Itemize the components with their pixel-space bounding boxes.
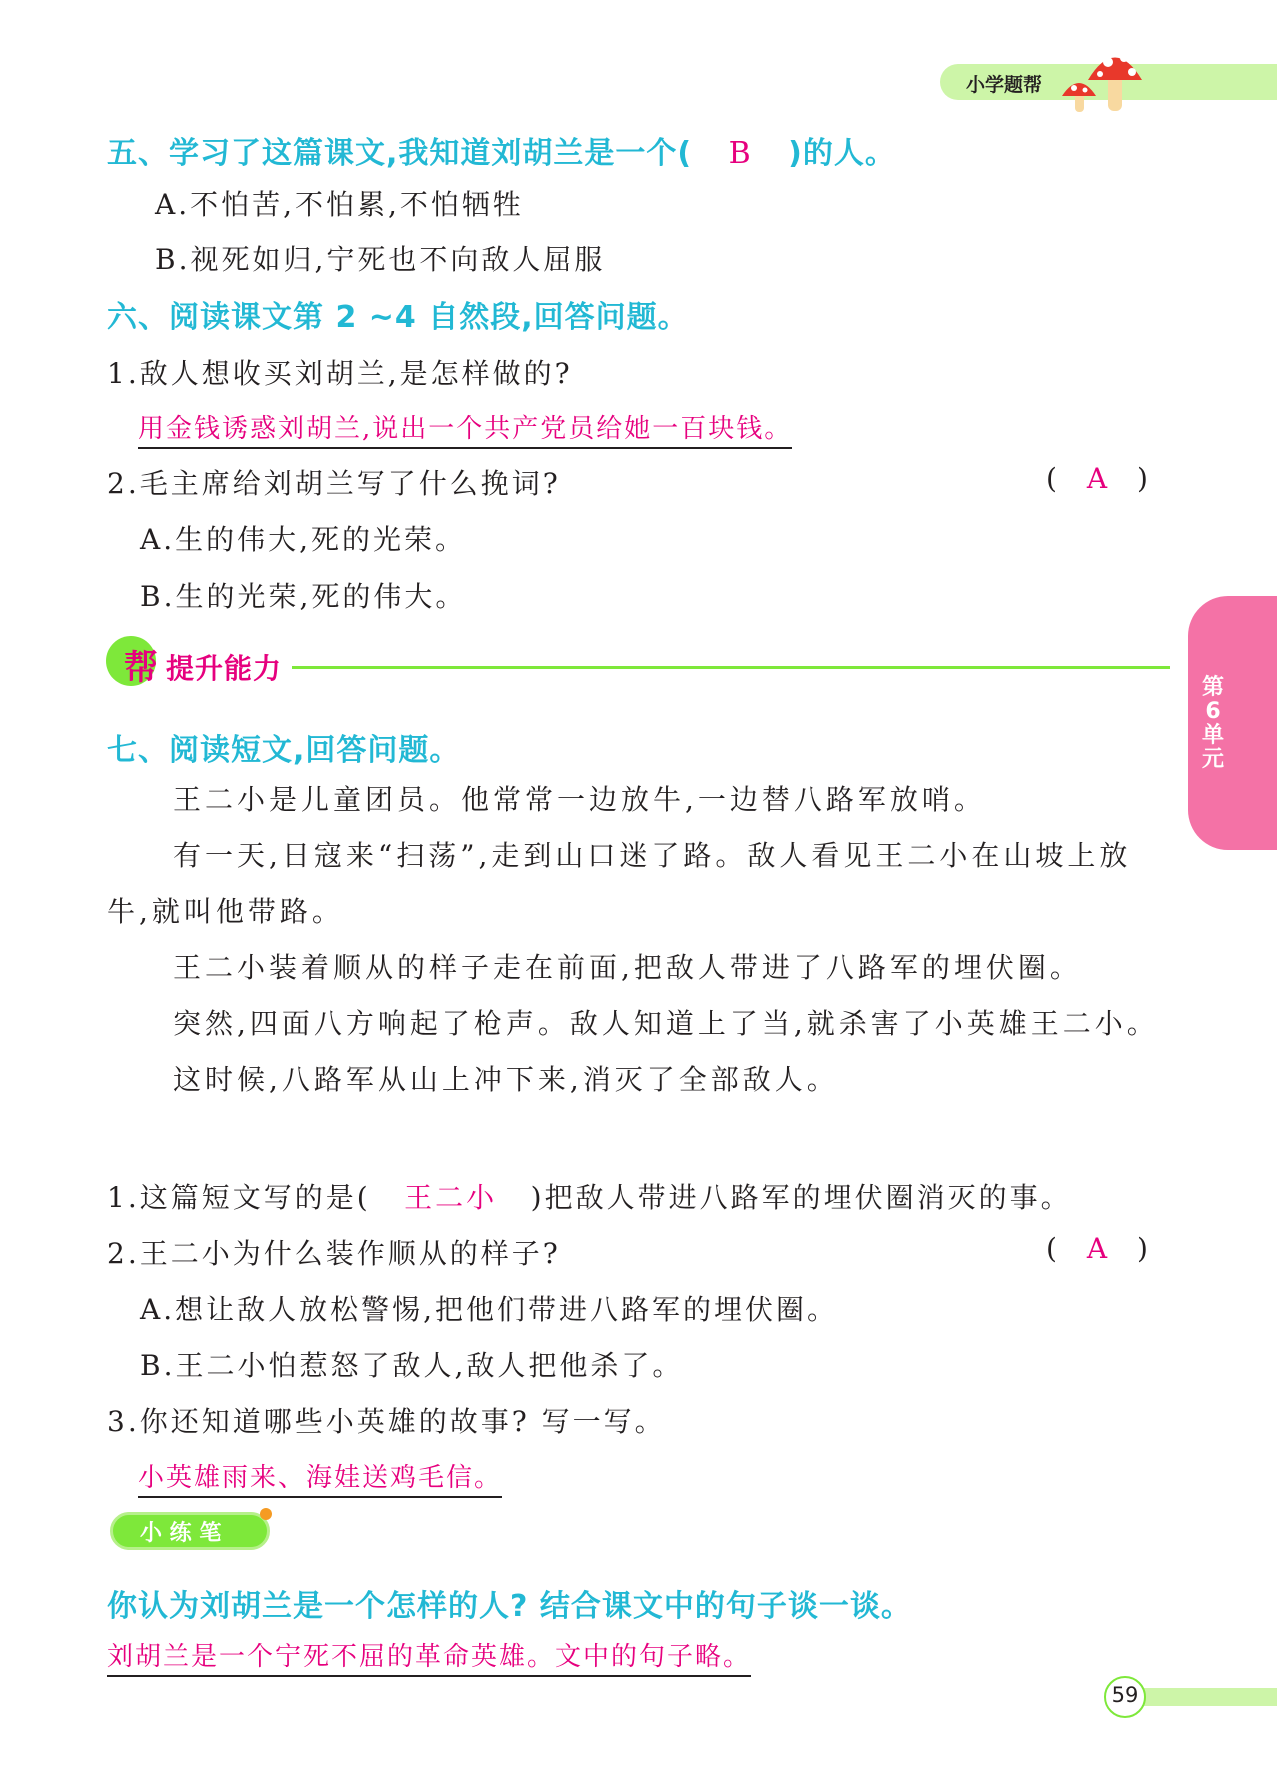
q5-answer: B xyxy=(728,136,752,171)
q7-option-b: B.王二小怕惹怒了敌人,敌人把他杀了。 xyxy=(140,1349,684,1382)
passage-paragraph-4: 突然,四面八方响起了枪声。敌人知道上了当,就杀害了小英雄王二小。 xyxy=(173,1007,1159,1040)
q6-answer-1: 用金钱诱惑刘胡兰,说出一个共产党员给她一百块钱。 xyxy=(138,408,792,449)
q6-option-b: B.生的光荣,死的伟大。 xyxy=(140,580,467,613)
q6-option-a: A.生的伟大,死的光荣。 xyxy=(140,523,467,556)
practice-heart-icon xyxy=(260,1508,272,1520)
practice-badge-label: 小 练 笔 xyxy=(140,1521,222,1546)
passage-paragraph-3: 王二小装着顺从的样子走在前面,把敌人带进了八路军的埋伏圈。 xyxy=(173,951,1082,984)
q7-question-3: 3.你还知道哪些小英雄的故事? 写一写。 xyxy=(107,1405,666,1438)
q6-answer-2: A xyxy=(1086,462,1108,495)
q6-question-2: 2.毛主席给刘胡兰写了什么挽词? xyxy=(107,467,561,500)
q7-question-1: 1.这篇短文写的是( 王二小 )把敌人带进八路军的埋伏圈消灭的事。 xyxy=(107,1176,1072,1216)
q7-answer-2: A xyxy=(1086,1232,1108,1265)
q7-answer-1: 王二小 xyxy=(404,1181,498,1214)
q7-answer-2-box: ( A ) xyxy=(1046,1232,1148,1265)
q6-title: 六、阅读课文第 2 ~4 自然段,回答问题。 xyxy=(107,300,689,335)
section-title: 提升能力 xyxy=(166,652,283,685)
mushroom-icon xyxy=(1058,40,1148,115)
section-badge-char: 帮 xyxy=(124,648,158,688)
passage-paragraph-5: 这时候,八路军从山上冲下来,消灭了全部敌人。 xyxy=(173,1063,839,1096)
practice-answer: 刘胡兰是一个宁死不屈的革命英雄。文中的句子略。 xyxy=(107,1636,751,1677)
page-number: 59 xyxy=(1111,1683,1139,1707)
q7-answer-3: 小英雄雨来、海娃送鸡毛信。 xyxy=(138,1457,502,1498)
q7-question-2: 2.王二小为什么装作顺从的样子? xyxy=(107,1237,561,1270)
q5-option-a: A.不怕苦,不怕累,不怕牺牲 xyxy=(155,188,524,221)
q7-title: 七、阅读短文,回答问题。 xyxy=(107,733,461,768)
q5-title: 五、学习了这篇课文,我知道刘胡兰是一个( B )的人。 xyxy=(107,136,896,171)
q6-answer-2-box: ( A ) xyxy=(1046,462,1148,495)
q7-option-a: A.想让敌人放松警惕,把他们带进八路军的埋伏圈。 xyxy=(140,1293,839,1326)
q5-option-b: B.视死如归,宁死也不向敌人屈服 xyxy=(155,243,606,276)
passage-paragraph-1: 王二小是儿童团员。他常常一边放牛,一边替八路军放哨。 xyxy=(173,783,986,816)
passage-paragraph-2: 有一天,日寇来“扫荡”,走到山口迷了路。敌人看见王二小在山坡上放牛,就叫他带路。 xyxy=(107,839,1132,928)
q6-question-1: 1.敌人想收买刘胡兰,是怎样做的? xyxy=(107,357,573,390)
q7-passage xyxy=(107,772,1172,1108)
unit-label: 第 6 单元 xyxy=(1201,675,1224,772)
section-divider xyxy=(292,666,1170,669)
practice-question: 你认为刘胡兰是一个怎样的人? 结合课文中的句子谈一谈。 xyxy=(107,1589,912,1624)
header-brand: 小学题帮 xyxy=(966,74,1043,96)
